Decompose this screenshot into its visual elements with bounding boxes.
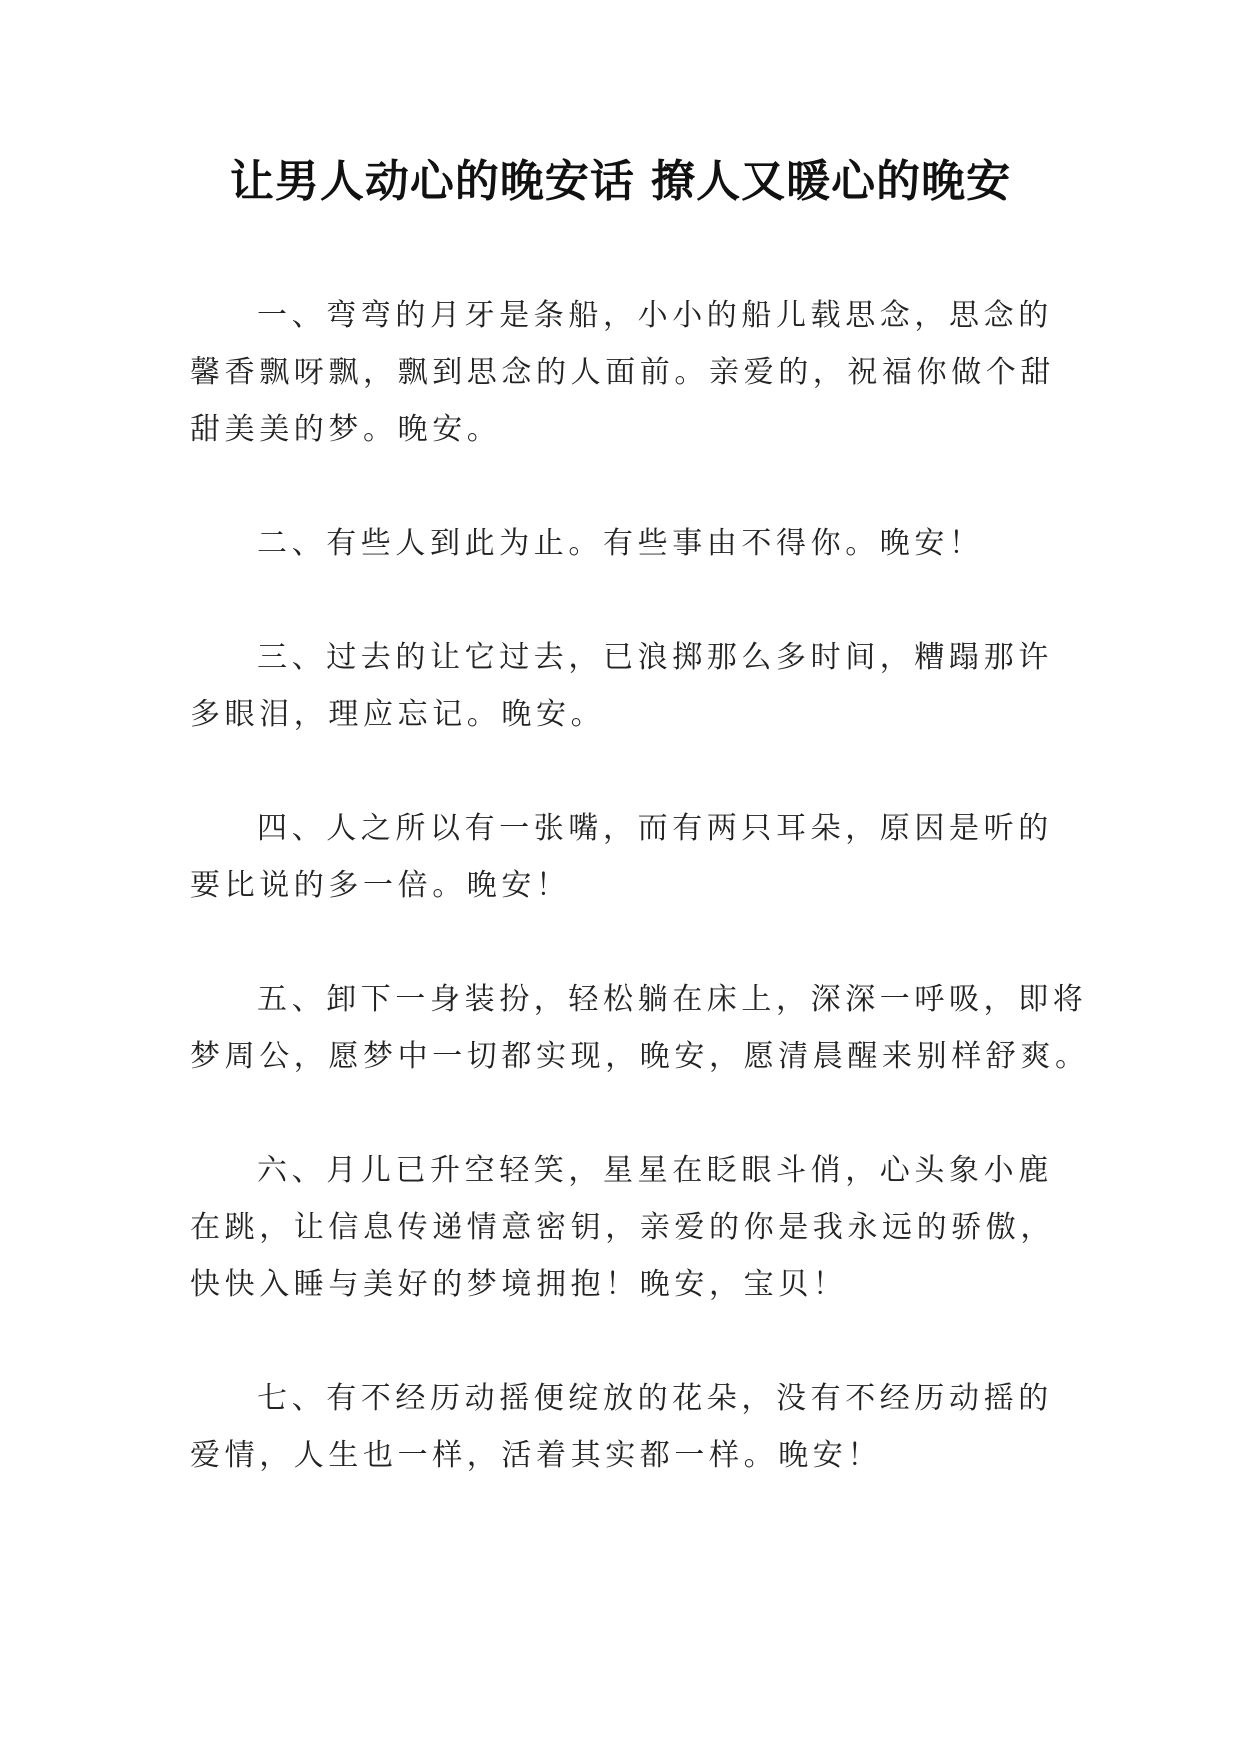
- document-title: 让男人动心的晚安话 撩人又暖心的晚安: [229, 156, 1012, 207]
- paragraph-2: 二、有些人到此为止。有些事由不得你。晚安！: [257, 526, 984, 561]
- paragraph-5: 五、卸下一身装扮，轻松躺在床上，深深一呼吸，即将梦周公，愿梦中一切都实现，晚安，愿清晨醒来别样舒爽。: [190, 982, 1090, 1074]
- paragraph-6: 六、月儿已升空轻笑，星星在眨眼斗俏，心头象小鹿在跳，让信息传递情意密钥，亲爱的你是我永远的骄傲，快快入睡与美好的梦境拥抱！晚安，宝贝！: [190, 1153, 1055, 1302]
- paragraph-4: 四、人之所以有一张嘴，而有两只耳朵，原因是听的要比说的多一倍。晚安！: [190, 811, 1053, 903]
- document-body: [190, 287, 1090, 1541]
- paragraph-7: 七、有不经历动摇便绽放的花朵，没有不经历动摇的爱情，人生也一样，活着其实都一样。晚安！: [190, 1381, 1053, 1473]
- paragraph-1: 一、弯弯的月牙是条船，小小的船儿载思念，思念的馨香飘呀飘，飘到思念的人面前。亲爱的，祝福你做个甜甜美美的梦。晚安。: [190, 298, 1055, 447]
- paragraph-3: 三、过去的让它过去，已浪掷那么多时间，糟蹋那许多眼泪，理应忘记。晚安。: [190, 640, 1053, 732]
